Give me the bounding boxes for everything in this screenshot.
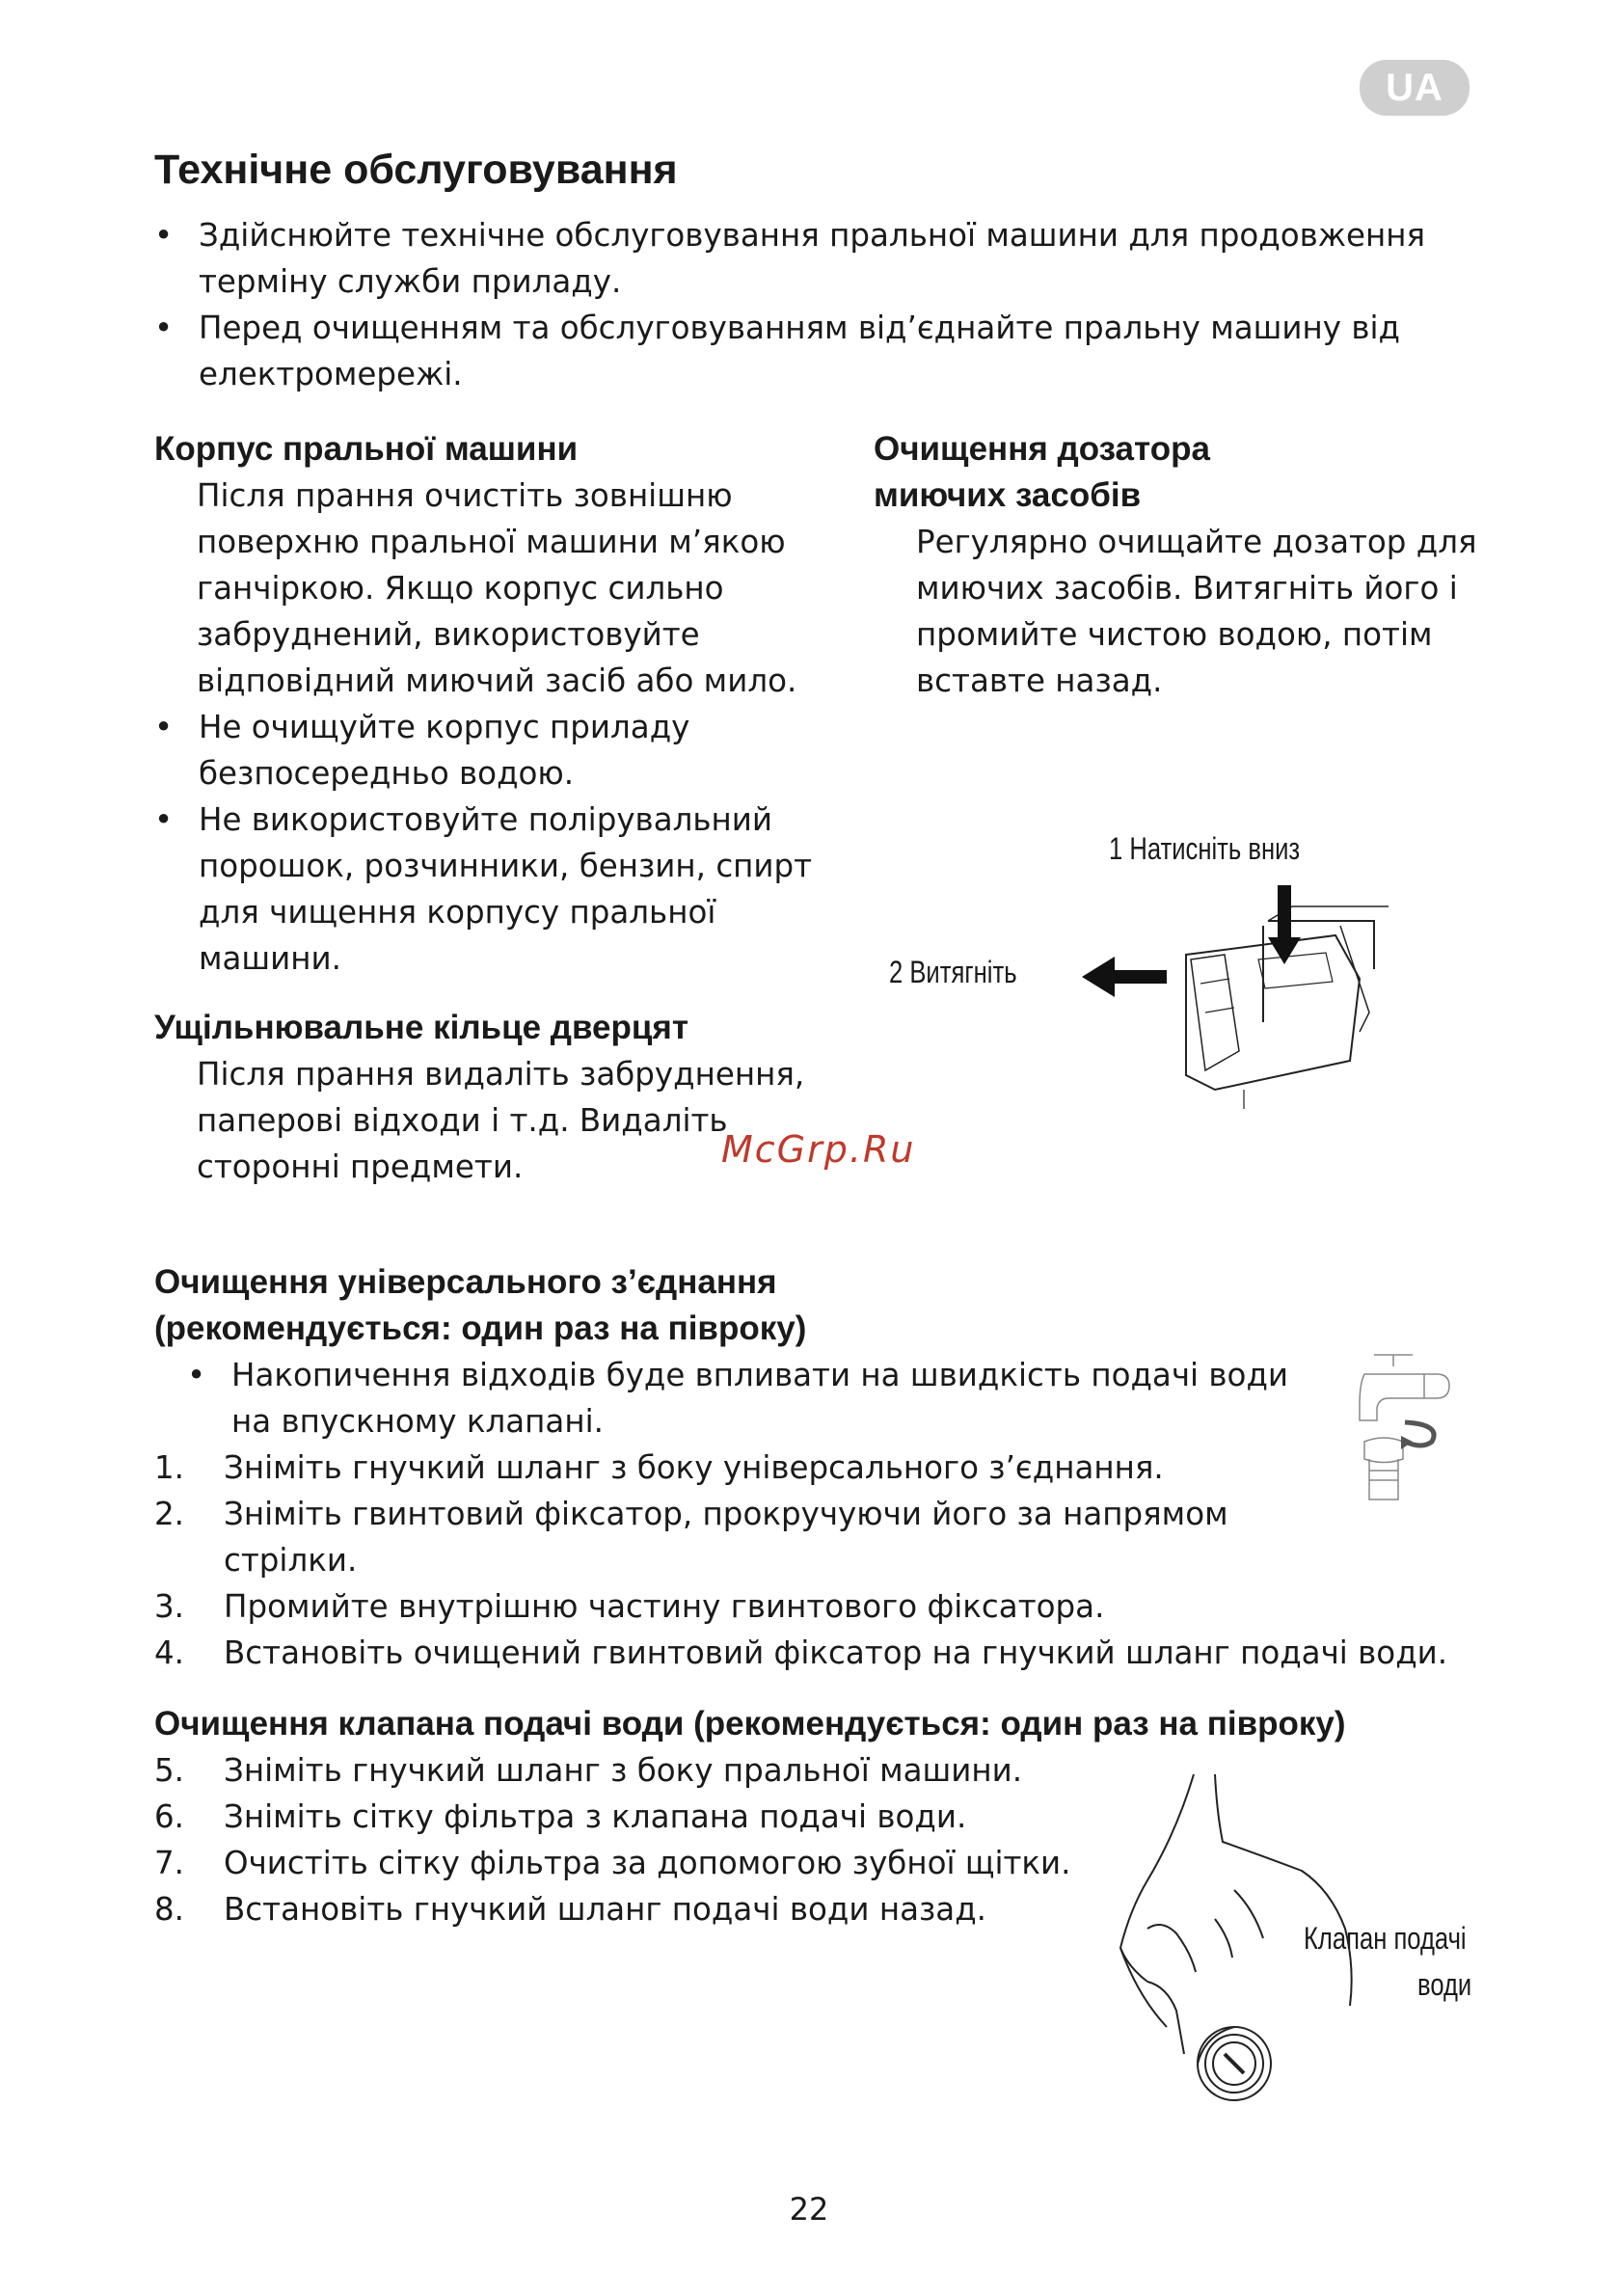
pull-arrow-head (1082, 957, 1115, 997)
bullet-marker: • (154, 310, 174, 346)
numbered-step (154, 1583, 1504, 1630)
step-number: 6. (154, 1798, 185, 1835)
list-item-text: Не використовуйте полірувальний порошок, розчинники, бензин, спирт для чищення корпусу пральної машини. (199, 801, 813, 977)
bullet-marker: • (154, 801, 174, 838)
section-heading: Ущільнювальне кільце дверцят (154, 1009, 688, 1046)
section-paragraph: Після прання очистіть зовнішню поверхню пральної машини м’якою ганчіркою. Якщо корпус сильно забруднений, використовуйте відповідний миючий засіб або мило. (197, 477, 797, 699)
section-heading: Очищення дозатора миючих засобів (874, 430, 1210, 514)
step-text: Встановіть очищений гвинтовий фіксатор на гнучкий шланг подачі води. (224, 1634, 1448, 1671)
press-down-arrow-shaft (1278, 885, 1291, 941)
door-seal-section (154, 1005, 810, 1190)
section-subheading: (рекомендується: один раз на півроку) (154, 1310, 807, 1347)
step-number: 8. (154, 1891, 185, 1928)
pull-arrow-shaft (1111, 970, 1167, 984)
list-item (154, 212, 1485, 305)
step-text: Зніміть гнучкий шланг з боку універсального з’єднання. (224, 1449, 1164, 1486)
watermark: McGrp.Ru (721, 1128, 916, 1171)
language-badge: UA (1360, 60, 1470, 116)
step-number: 5. (154, 1752, 185, 1789)
body-section (154, 426, 829, 982)
figure-label-pull-out: 2 Витягніть (889, 955, 1017, 989)
dispenser-section (874, 426, 1491, 704)
step-number: 2. (154, 1496, 185, 1532)
universal-joint-section (154, 1259, 1504, 1676)
list-item-text: Не очищуйте корпус приладу безпосередньо водою. (199, 709, 690, 792)
bullet-marker: • (154, 217, 174, 254)
step-text: Зніміть сітку фільтра з клапана подачі води. (224, 1798, 967, 1835)
list-item-text: Накопичення відходів буде впливати на швидкість подачі води на впускному клапані. (231, 1357, 1289, 1440)
step-text: Промийте внутрішню частину гвинтового фіксатора. (224, 1588, 1105, 1625)
list-item (154, 704, 829, 797)
page-title: Технічне обслуговування (154, 147, 678, 193)
figure-label-valve-line2: води (1417, 1967, 1472, 2002)
step-number: 4. (154, 1634, 185, 1671)
section-heading: Очищення універсального з’єднання (154, 1263, 777, 1301)
faucet-illustration (1345, 1345, 1461, 1509)
press-down-arrow-head (1268, 937, 1301, 964)
numbered-step (154, 1630, 1504, 1676)
list-item-text: Здійснюйте технічне обслуговування пральної машини для продовження терміну служби приладу. (199, 217, 1426, 300)
list-item-text: Перед очищенням та обслуговуванням від’єднайте пральну машину від електромережі. (199, 310, 1400, 392)
bullet-marker: • (187, 1357, 206, 1393)
list-item (154, 305, 1485, 397)
numbered-step (154, 1445, 1323, 1491)
section-heading: Очищення клапана подачі води (рекомендується: один раз на півроку) (154, 1705, 1346, 1742)
step-text: Очистіть сітку фільтра за допомогою зубної щітки. (224, 1845, 1071, 1881)
dispenser-illustration (1070, 868, 1389, 1109)
step-number: 7. (154, 1845, 185, 1881)
numbered-step (154, 1491, 1323, 1583)
step-text: Зніміть гнучкий шланг з боку пральної машини. (224, 1752, 1023, 1789)
step-text: Зніміть гвинтовий фіксатор, прокручуючи його за напрямом стрілки. (224, 1496, 1228, 1579)
page-number: 22 (789, 2191, 829, 2228)
step-number: 1. (154, 1449, 185, 1486)
list-item (154, 797, 829, 982)
step-text: Встановіть гнучкий шланг подачі води назад. (224, 1891, 986, 1928)
step-number: 3. (154, 1588, 185, 1625)
section-paragraph: Після прання видаліть забруднення, паперові відходи і т.д. Видаліть сторонні предмети. (197, 1056, 805, 1185)
list-item (187, 1352, 1311, 1445)
figure-label-press-down: 1 Натисніть вниз (1109, 831, 1301, 866)
intro-bullets (154, 212, 1485, 397)
section-heading: Корпус пральної машини (154, 430, 579, 468)
section-paragraph: Регулярно очищайте дозатор для миючих засобів. Витягніть його і промийте чистою водою, потім вставте назад. (916, 524, 1477, 699)
figure-label-valve-line1: Клапан подачі (1304, 1921, 1467, 1956)
bullet-marker: • (154, 709, 174, 745)
